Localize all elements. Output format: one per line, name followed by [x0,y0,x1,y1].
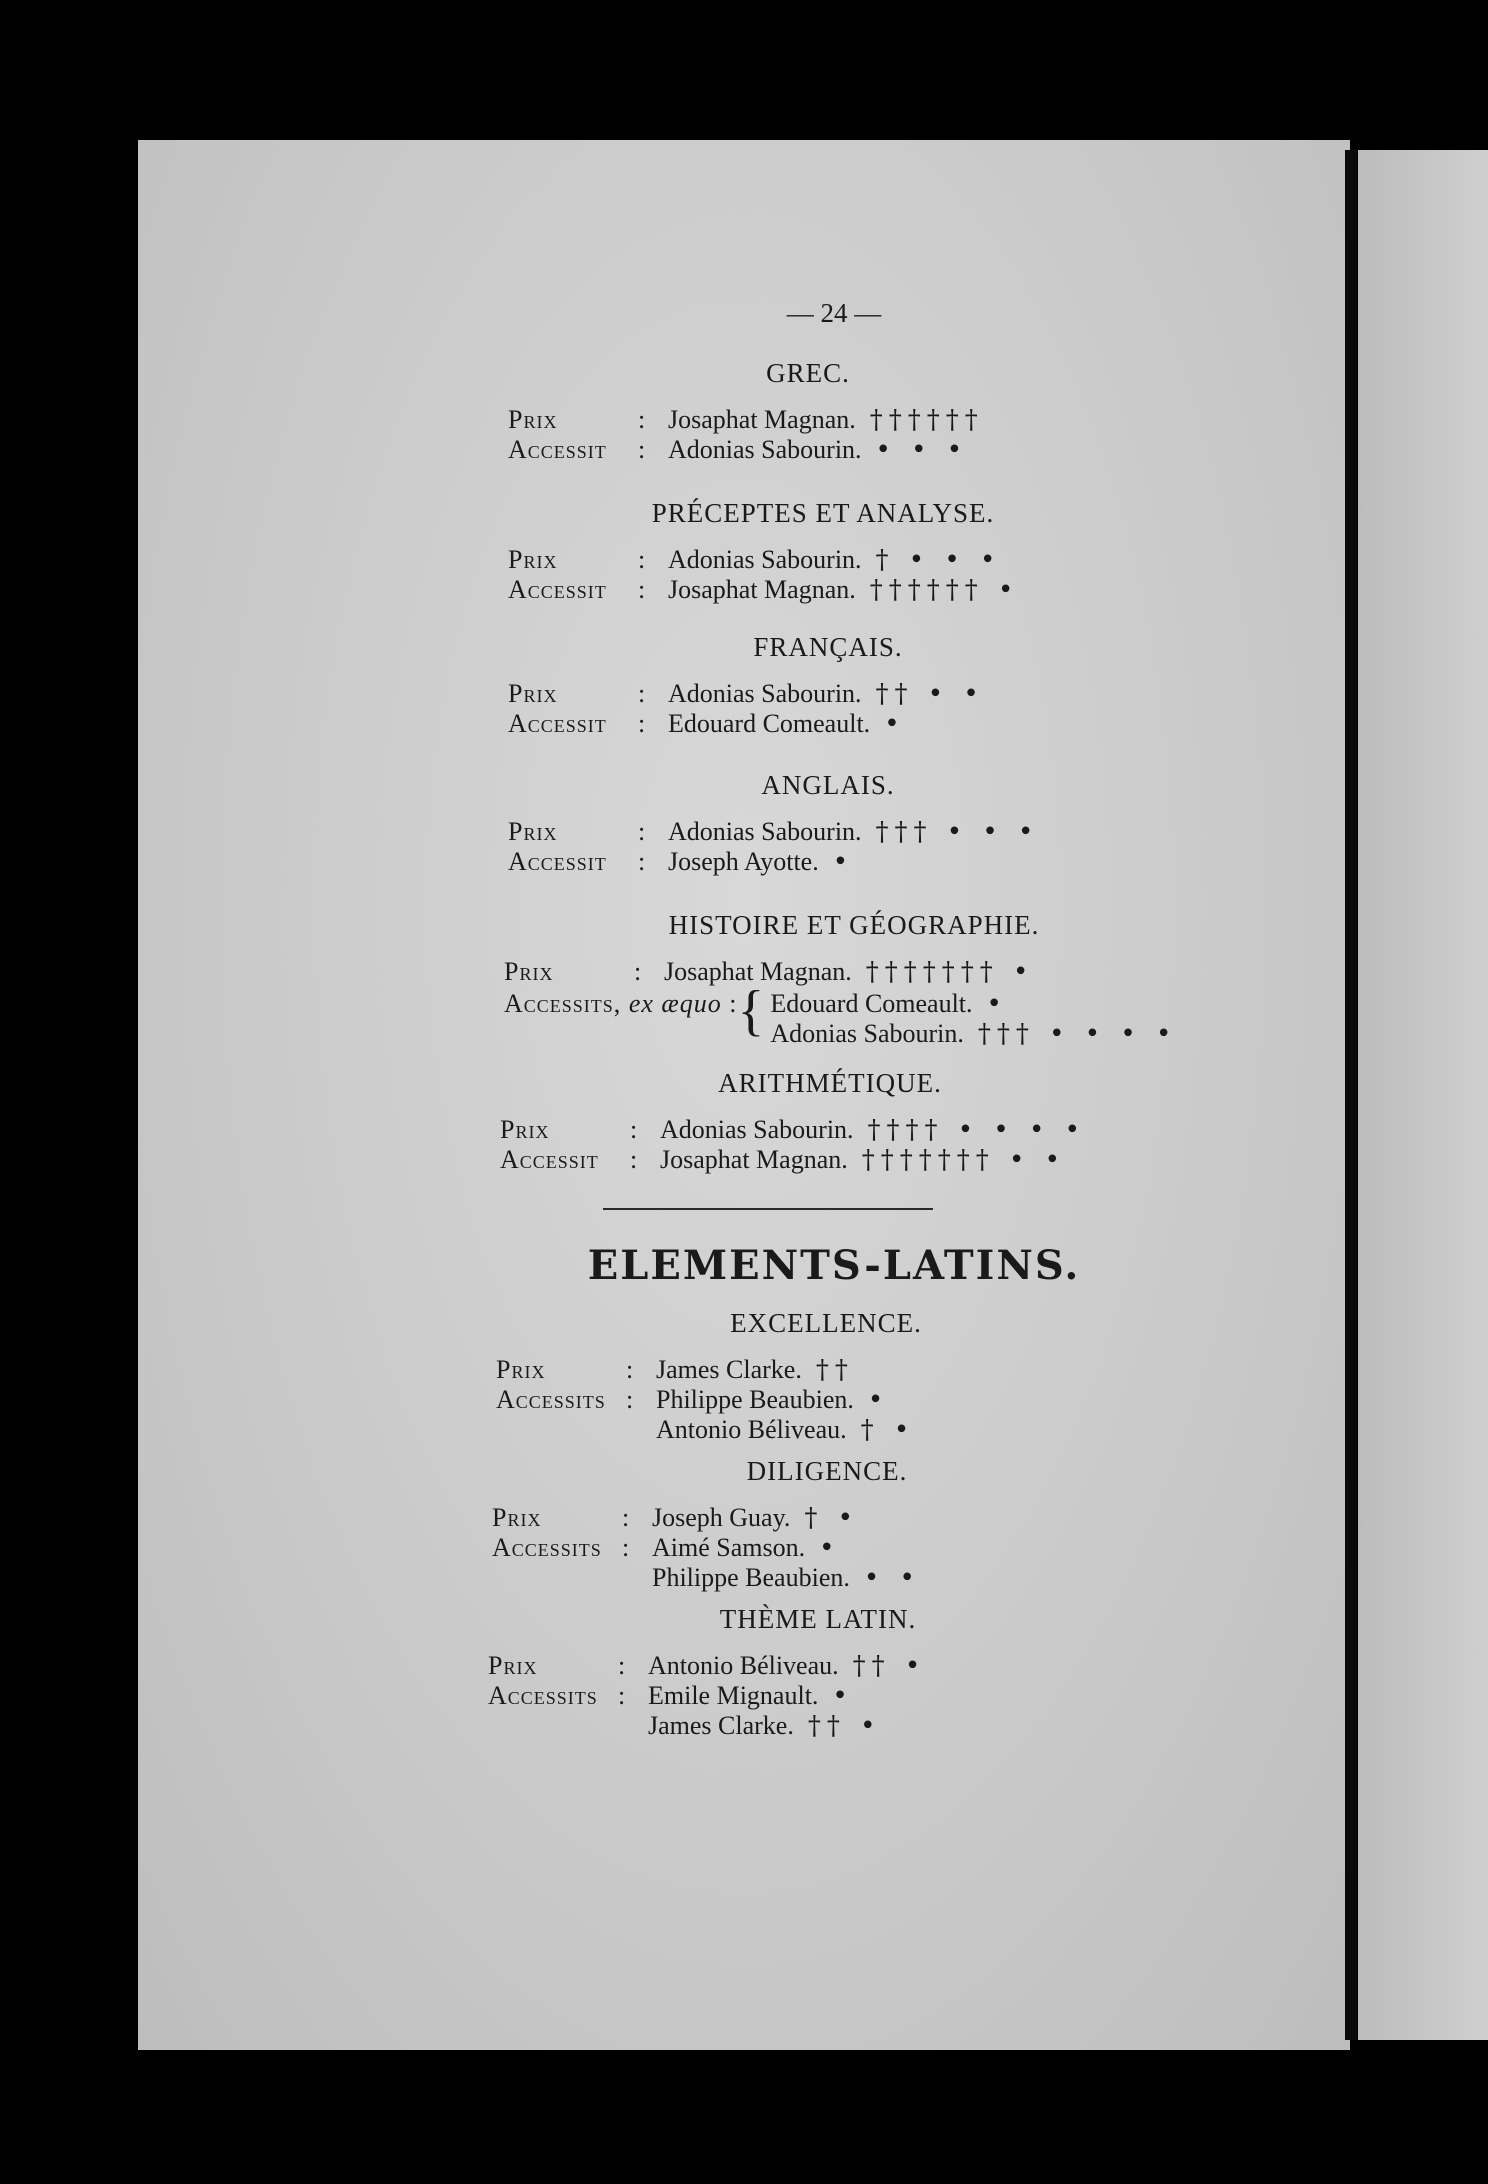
merit-marks: • [986,989,1008,1019]
section-preceptes [508,498,1148,605]
role-label: Accessits [496,1385,606,1414]
merit-marks: †† • [807,1711,882,1741]
prize-row: Prix : Josaphat Magnan. ††††††† • [504,957,1035,987]
student-name: Adonias Sabourin. [660,1115,854,1144]
accessit-entry [770,989,1177,1019]
merit-marks: †† [815,1355,854,1385]
role-label: Prix [508,405,558,434]
student-name: Emile Mignault. [648,1681,819,1710]
prize-row: Prix : Adonias Sabourin. †† • • [508,679,985,709]
accessit-row: Accessit : Josaphat Magnan. †††††† • [508,575,1020,605]
prize-row: Prix : Joseph Guay. † • [492,1503,860,1533]
merit-marks: • [832,847,855,877]
student-name: James Clarke. [656,1355,802,1384]
student-name: Josaphat Magnan. [668,405,856,434]
role-label: Prix [508,545,558,574]
role-label: Accessits [488,1681,598,1710]
role-label: Prix [504,957,554,986]
section-title: EXCELLENCE. [730,1308,922,1338]
merit-marks: †††††† • [869,575,1020,605]
merit-marks: † • • • [875,545,1002,575]
accessit-row: Accessits : Philippe Beaubien. • [496,1385,890,1415]
merit-marks: † • [860,1415,916,1445]
section-francais [508,632,1108,739]
role-label: Accessit [500,1145,599,1174]
student-name: Edouard Comeault. [770,989,973,1018]
student-name: Edouard Comeault. [668,709,871,738]
merit-marks: • • [863,1563,921,1593]
section-title: ARITHMÉTIQUE. [718,1068,942,1098]
student-name: James Clarke. [648,1711,794,1740]
student-name: Philippe Beaubien. [652,1563,850,1592]
section-diligence [492,1456,1152,1593]
merit-marks: • [819,1533,841,1563]
student-name: Antonio Béliveau. [648,1651,839,1680]
student-name: Adonias Sabourin. [668,435,862,464]
role-label: Prix [496,1355,546,1384]
role-label: Accessit [508,709,607,738]
document-page [138,140,1350,2050]
accessit-group [737,980,1178,1049]
section-title: FRANÇAIS. [753,632,903,662]
student-name: Adonias Sabourin. [770,1019,964,1048]
merit-marks: • [867,1385,890,1415]
merit-marks: • [884,709,906,739]
merit-marks: † • [804,1503,860,1533]
prize-row: Prix : Josaphat Magnan. †††††† [508,405,984,435]
section-title: HISTOIRE ET GÉOGRAPHIE. [668,910,1040,940]
student-name: Joseph Guay. [652,1503,791,1532]
accessit-row: Accessit : Edouard Comeault. • [508,709,906,739]
ex-aequo-note: ex æquo [628,989,722,1018]
accessit-entry [770,1019,1177,1049]
student-name: Adonias Sabourin. [668,679,862,708]
prize-row: Prix : Adonias Sabourin. ††† • • • [508,817,1040,847]
student-name: Josaphat Magnan. [664,957,852,986]
accessits-row [504,980,1224,1049]
merit-marks: ††††††† • [865,957,1035,987]
section-title: PRÉCEPTES ET ANALYSE. [651,498,995,528]
page-content [138,140,1350,2050]
section-theme-latin [488,1604,1148,1741]
role-label: Prix [500,1115,550,1144]
student-name: Josaphat Magnan. [660,1145,848,1174]
prize-row: Prix : Adonias Sabourin. † • • • [508,545,1002,575]
role-label: Accessit [508,435,607,464]
section-grec [508,358,1128,465]
role-label: Prix [488,1651,538,1680]
accessit-row [492,1563,1152,1593]
prize-row: Prix : Adonias Sabourin. †††† • • • • [500,1115,1086,1145]
brace-symbol: { [737,980,765,1042]
accessit-row: Accessits : Emile Mignault. • [488,1681,854,1711]
merit-marks: ††† • • • • [977,1019,1178,1049]
student-name: Philippe Beaubien. [656,1385,854,1414]
accessit-row: Accessit : Joseph Ayotte. • [508,847,855,877]
merit-marks: • [832,1681,854,1711]
role-label: Accessits [492,1533,602,1562]
merit-marks: ††††††† • • [861,1145,1066,1175]
merit-marks: ††† • • • [875,817,1040,847]
accessit-row [496,1415,1156,1445]
student-name: Antonio Béliveau. [656,1415,847,1444]
accessit-row: Accessit : Adonias Sabourin. • • • [508,435,969,465]
section-title: GREC. [766,358,850,388]
section-title: THÈME LATIN. [719,1604,917,1634]
merit-marks: †††† • • • • [867,1115,1086,1145]
section-arithmetique [500,1068,1200,1175]
section-anglais [508,770,1108,877]
student-name: Adonias Sabourin. [668,545,862,574]
prize-row: Prix : James Clarke. †† [496,1355,854,1385]
role-label: Prix [508,817,558,846]
accessit-row [488,1711,1148,1741]
section-title: ANGLAIS. [761,770,895,800]
section-title: DILIGENCE. [746,1456,908,1486]
section-excellence [496,1308,1156,1445]
role-label: Accessit [508,847,607,876]
merit-marks: †††††† [869,405,984,435]
page-number: — 24 — [786,298,882,328]
student-name: Josaphat Magnan. [668,575,856,604]
accessit-row: Accessits : Aimé Samson. • [492,1533,841,1563]
student-name: Aimé Samson. [652,1533,806,1562]
merit-marks: • • • [875,435,969,465]
student-name: Joseph Ayotte. [668,847,819,876]
role-label: Prix [492,1503,542,1532]
merit-marks: †† • [852,1651,927,1681]
role-label: Accessits, ex æquo : [504,989,738,1018]
section-histoire [504,910,1224,1049]
student-name: Adonias Sabourin. [668,817,862,846]
role-label: Prix [508,679,558,708]
facing-page-edge [1358,150,1488,2040]
prize-row: Prix : Antonio Béliveau. †† • [488,1651,927,1681]
merit-marks: †† • • [875,679,985,709]
part-title: ELEMENTS-LATINS. [587,1242,1081,1289]
role-label: Accessit [508,575,607,604]
page-gutter [1345,150,1357,2040]
section-divider-rule [603,1208,933,1210]
accessit-row: Accessit : Josaphat Magnan. ††††††† • • [500,1145,1066,1175]
